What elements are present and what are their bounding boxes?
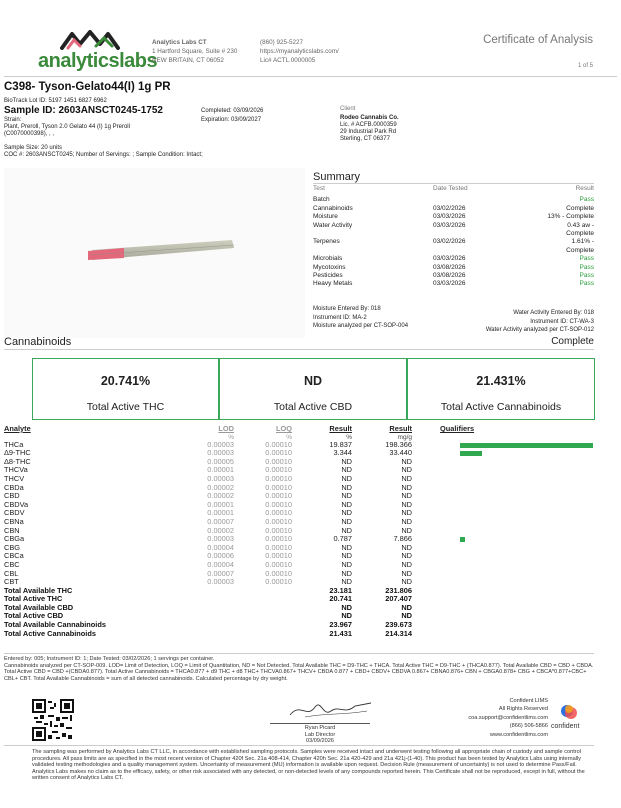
footer-disclaimer: The sampling was performed by Analytics Labs CT LLC, in accordance with established sampling protocols. Samples were received intact and underwent testing following all appropriate chain of custody and sample control procedures. All pass limits are as specified in the most recent version of Chapter 420f Sec. 21a 408-414, Chapter 420h Sec. 21a 420-429 and 21a 421j-(1-40). This product has been tested by Analytics Labs using internally validated testing methodologies and a quality management system. Uncertainty of measurement (MU) information is available upon request. Decision Rule (measurement of uncertainty) is not used to determine Pass/Fail. Analytics Labs makes no claim as to the efficacy, safety, or other risk associated with any detected, or non-detected levels of any compounds reported herein. This Certificate shall not be reproduced, except in full, without the written consent of Analytics Labs CT. xyxy=(32,749,585,782)
analyte-mg: ND xyxy=(401,525,412,535)
analyte-mg: ND xyxy=(401,577,412,587)
analyte-pct: ND xyxy=(341,551,352,561)
lab-phone: (860) 925-5227 xyxy=(260,39,304,46)
expiration-date: Expiration: 03/09/2027 xyxy=(201,117,262,123)
analyte-name: Δ8-THC xyxy=(4,456,31,466)
summary-row xyxy=(313,238,594,255)
notes-line2: Cannabinoids analyzed per CT-SOP-009. LOD= Limit of Detection, LOQ = Limit of Quantitation, ND = Not Detected. Total Available THC = D9-THC + THCA. Total Active THC = D9-THC + (THCA0.877). Total Available CBD = CBD + CBDA. Total Active CBD = CBD +(CBDA0.877). Total Active Cannabinoids = THCA0.877 + d9 THC + d8 THC+ THCVA0.867+ THCV+ CBDA 0.877 + CBD+ CBDV+ CBDVA 0.867+ CBNA0.876+ CBN + CBGA0.878+ CBG + CBCA*0.877+CBC+ CBL+ CBT. Total Available Cannabinoids = sum of all detected cannabinoids. Calculated percentage by dry weight. xyxy=(4,662,594,682)
analyte-mg: ND xyxy=(401,508,412,518)
summary-date: 03/03/2026 xyxy=(433,213,466,221)
sample-size: Sample Size: 20 units xyxy=(4,145,63,151)
analyte-mg: ND xyxy=(401,559,412,569)
summary-row xyxy=(313,272,594,280)
signature-line xyxy=(270,723,370,724)
analyte-mg: 198.366 xyxy=(385,439,412,449)
logo-text: analyticslabs xyxy=(38,50,158,72)
lab-website[interactable]: https://myanalyticslabs.com/ xyxy=(260,48,339,55)
analyte-mg: ND xyxy=(401,568,412,578)
product-title: C398- Tyson-Gelato44(I) 1g PR xyxy=(4,81,171,93)
matrix: Plant, Preroll, Tyson 2.0 Gelato 44 (I) 1g Preroll xyxy=(4,124,130,130)
summary-test: Batch xyxy=(313,196,330,204)
summary-col-test: Test xyxy=(313,185,325,192)
total-pct: 23.181 xyxy=(329,585,352,595)
summary-test: Terpenes xyxy=(313,238,340,246)
wa-instrument: Instrument ID: CT-WA-3 xyxy=(530,318,594,325)
analyte-lod: 0.00007 xyxy=(207,568,234,578)
analyte-name: THCV xyxy=(4,473,25,483)
summary-result: 0.43 aw - Complete xyxy=(566,221,594,238)
analyte-lod: 0.00001 xyxy=(207,508,234,518)
analyte-loq: 0.00010 xyxy=(265,559,292,569)
summary-row xyxy=(313,196,594,204)
notes-line1: Entered by: 005; Instrument ID: 1; Date Tested: 03/02/2026; 1 servings per container. xyxy=(4,656,215,662)
analyte-pct: ND xyxy=(341,499,352,509)
analyte-loq: 0.00010 xyxy=(265,465,292,475)
result-mg-col: Result xyxy=(389,424,412,433)
analyte-loq: 0.00010 xyxy=(265,448,292,458)
signer-name: Ryan Picard xyxy=(304,725,336,731)
analyte-name: CBDV xyxy=(4,508,25,518)
result-pct-unit: % xyxy=(346,433,352,441)
analyte-name: CBDVa xyxy=(4,499,29,509)
analyte-mg: 7.866 xyxy=(393,534,412,544)
analyte-lod: 0.00003 xyxy=(207,448,234,458)
lab-license: Lic# ACTL.0000005 xyxy=(260,57,316,64)
lod-unit: % xyxy=(228,433,234,441)
analyte-lod: 0.00005 xyxy=(207,456,234,466)
moisture-entered: Moisture Entered By: 018 xyxy=(313,306,381,312)
confident-web[interactable]: www.confidentlims.com xyxy=(489,731,548,738)
analyte-name: CBL xyxy=(4,568,19,578)
summary-result: 13% - Complete xyxy=(547,213,594,221)
summary-row xyxy=(313,205,594,213)
confident-phone: (866) 506-5866 xyxy=(509,723,548,730)
cannabinoids-title: Cannabinoids xyxy=(4,336,72,348)
total-pct: ND xyxy=(341,611,352,621)
summary-result: Pass xyxy=(579,263,594,271)
analyte-lod: 0.00007 xyxy=(207,516,234,526)
confident-email[interactable]: coa.support@confidentlims.com xyxy=(468,714,548,721)
analyte-mg: ND xyxy=(401,516,412,526)
summary-test: Moisture xyxy=(313,213,338,221)
analyte-name: CBDa xyxy=(4,482,24,492)
total-name: Total Active CBD xyxy=(4,611,64,621)
analyte-lod: 0.00003 xyxy=(207,473,234,483)
header-divider xyxy=(4,76,617,77)
signer-date: 03/09/2026 xyxy=(306,738,334,745)
lab-info xyxy=(152,38,237,65)
analyte-lod: 0.00004 xyxy=(207,542,234,552)
analyte-lod: 0.00006 xyxy=(207,551,234,561)
coc-info: COC #: 2603ANSCT0245; Number of Servings: ; Sample Condition: Intact; xyxy=(4,152,203,158)
client-label: Client xyxy=(340,106,356,112)
analyte-loq: 0.00010 xyxy=(265,534,292,544)
summary-result: Pass xyxy=(579,255,594,263)
analyte-loq: 0.00010 xyxy=(265,577,292,587)
summary-date: 03/02/2026 xyxy=(433,238,466,246)
total-name: Total Available THC xyxy=(4,585,73,595)
analyte-lod: 0.00002 xyxy=(207,482,234,492)
summary-row xyxy=(313,264,594,272)
summary-box-cannabinoids xyxy=(407,358,595,420)
analyte-mg: ND xyxy=(401,551,412,561)
client-license: Lic. # ACFB.0000359 xyxy=(340,122,397,128)
completed-date: Completed: 03/09/2026 xyxy=(201,108,264,114)
analyte-lod: 0.00003 xyxy=(207,439,234,449)
analyte-mg: ND xyxy=(401,473,412,483)
analyte-name: CBC xyxy=(4,559,20,569)
analyte-pct: ND xyxy=(341,568,352,578)
qualifier-bar xyxy=(460,443,593,448)
total-active-thc-label: Total Active THC xyxy=(86,401,165,413)
signer-title: Lab Director xyxy=(304,731,336,738)
summary-rows xyxy=(313,196,594,288)
logo-mountain-icon xyxy=(60,30,130,50)
wa-entered: Water Activity Entered By: 018 xyxy=(513,310,594,316)
total-pct: 21.431 xyxy=(329,628,352,638)
total-pct: 20.741 xyxy=(329,594,352,604)
analyte-lod: 0.00003 xyxy=(207,534,234,544)
analyte-mg: ND xyxy=(401,456,412,466)
doc-title: Certificate of Analysis xyxy=(483,34,593,46)
analyte-name: CBT xyxy=(4,577,19,587)
analyte-loq: 0.00010 xyxy=(265,499,292,509)
summary-result: Pass xyxy=(579,272,594,280)
analyte-pct: ND xyxy=(341,456,352,466)
notes-divider xyxy=(4,653,594,654)
biotrack-id: BioTrack Lot ID: 5197 1451 6827 6962 xyxy=(4,98,107,104)
analyte-loq: 0.00010 xyxy=(265,508,292,518)
analyte-lod: 0.00002 xyxy=(207,525,234,535)
qualifier-bar xyxy=(460,537,465,542)
analyte-pct: ND xyxy=(341,465,352,475)
total-active-thc-value: 20.741% xyxy=(100,374,151,388)
analyte-mg: 33.440 xyxy=(389,448,412,458)
sample-id: Sample ID: 2603ANSCT0245-1752 xyxy=(4,105,163,116)
analyte-lod: 0.00002 xyxy=(207,491,234,501)
summary-title: Summary xyxy=(313,171,361,183)
matrix-code: (C0070000398), , , xyxy=(4,131,55,137)
analyte-mg: ND xyxy=(401,482,412,492)
moisture-instrument: Instrument ID: MA-2 xyxy=(313,314,367,321)
preroll-image xyxy=(4,168,305,338)
analyte-loq: 0.00010 xyxy=(265,542,292,552)
confident-info xyxy=(468,697,548,739)
summary-box-thc xyxy=(32,358,219,420)
analyte-mg: ND xyxy=(401,465,412,475)
total-active-cbd-label: Total Active CBD xyxy=(273,401,353,413)
total-row xyxy=(4,630,474,639)
moisture-sop: Moisture analyzed per CT-SOP-004 xyxy=(313,323,409,329)
analyte-loq: 0.00010 xyxy=(265,525,292,535)
summary-test: Pesticides xyxy=(313,272,343,280)
analyte-name: CBCa xyxy=(4,551,24,561)
lab-address2: NEW BRITAIN, CT 06052 xyxy=(152,57,224,64)
analyte-lod: 0.00004 xyxy=(207,559,234,569)
analyte-pct: ND xyxy=(341,508,352,518)
analyte-header-row xyxy=(4,425,474,434)
analyte-pct: ND xyxy=(341,525,352,535)
analyte-name: CBN xyxy=(4,525,20,535)
analyte-pct: ND xyxy=(341,559,352,569)
qualifiers-col: Qualifiers xyxy=(440,424,475,433)
analyte-loq: 0.00010 xyxy=(265,456,292,466)
total-name: Total Available Cannabinoids xyxy=(4,620,106,630)
strain-label: Strain: xyxy=(4,117,22,123)
wa-sop: Water Activity analyzed per CT-SOP-012 xyxy=(485,327,594,333)
total-active-cannabinoids-value: 21.431% xyxy=(476,374,526,388)
result-mg-unit: mg/g xyxy=(397,433,412,441)
cannabinoid-notes xyxy=(4,656,596,682)
total-name: Total Active Cannabinoids xyxy=(4,628,96,638)
summary-date: 03/03/2026 xyxy=(433,221,466,229)
analyte-loq: 0.00010 xyxy=(265,516,292,526)
summary-box-cbd xyxy=(219,358,407,420)
confident-rights: All Rights Reserved xyxy=(498,706,548,713)
analyte-pct: ND xyxy=(341,491,352,501)
analyte-loq: 0.00010 xyxy=(265,439,292,449)
summary-date: 03/08/2026 xyxy=(433,263,466,271)
total-mg: 239.673 xyxy=(385,620,412,630)
summary-date: 03/03/2026 xyxy=(433,255,466,263)
page-number: 1 of 5 xyxy=(577,63,593,69)
summary-col-result: Result xyxy=(575,185,594,192)
analyte-pct: 0.787 xyxy=(333,534,352,544)
analyte-lod: 0.00001 xyxy=(207,465,234,475)
product-image xyxy=(4,168,305,338)
analyte-pct: ND xyxy=(341,542,352,552)
confident-brand: confident xyxy=(551,723,580,730)
total-name: Total Active THC xyxy=(4,594,63,604)
analyte-mg: ND xyxy=(401,491,412,501)
total-mg: 231.806 xyxy=(385,585,412,595)
analyte-name: CBGa xyxy=(4,534,25,544)
result-pct-col: Result xyxy=(329,424,352,433)
qr-code-icon xyxy=(32,699,74,741)
cannabinoids-status: Complete xyxy=(551,336,594,347)
signature-icon xyxy=(285,697,375,723)
analyte-loq: 0.00010 xyxy=(265,491,292,501)
summary-table xyxy=(313,185,594,289)
analyte-loq: 0.00010 xyxy=(265,568,292,578)
signature-block xyxy=(270,725,370,745)
summary-row xyxy=(313,222,594,239)
summary-row xyxy=(313,255,594,263)
analyte-name: CBD xyxy=(4,491,20,501)
summary-date: 03/02/2026 xyxy=(433,204,466,212)
summary-test: Heavy Metals xyxy=(313,280,353,288)
analyte-lod: 0.00001 xyxy=(207,499,234,509)
total-active-cbd-value: ND xyxy=(303,374,323,388)
total-name: Total Available CBD xyxy=(4,602,74,612)
water-activity-info xyxy=(486,309,594,335)
total-pct: 23.967 xyxy=(329,620,352,630)
lab-name: Analytics Labs CT xyxy=(152,39,207,46)
summary-test: Water Activity xyxy=(313,221,353,229)
summary-test: Microbials xyxy=(313,255,343,263)
analyte-pct: 19.837 xyxy=(329,439,352,449)
summary-result: Complete xyxy=(566,204,594,212)
total-mg: 207.407 xyxy=(385,594,412,604)
confident-logo-icon xyxy=(560,703,578,721)
qualifier-bar xyxy=(460,451,482,456)
analyte-name: Δ9-THC xyxy=(4,448,31,458)
client-name: Rodeo Cannabis Co. xyxy=(340,115,399,121)
lab-address1: 1 Hartford Square, Suite # 230 xyxy=(152,48,238,55)
summary-result: Pass xyxy=(579,280,594,288)
client-address1: 29 Industrial Park Rd xyxy=(340,129,397,135)
summary-row xyxy=(313,280,594,288)
total-mg: ND xyxy=(401,602,412,612)
summary-result: 1.61% - Complete xyxy=(566,238,594,254)
summary-test: Mycotoxins xyxy=(313,263,346,271)
analyte-mg: ND xyxy=(401,499,412,509)
analyte-loq: 0.00010 xyxy=(265,473,292,483)
analyte-lod: 0.00003 xyxy=(207,577,234,587)
analyte-loq: 0.00010 xyxy=(265,482,292,492)
lod-col: LOD xyxy=(218,424,234,433)
analyte-pct: ND xyxy=(341,482,352,492)
analyte-pct: 3.344 xyxy=(333,448,352,458)
summary-date xyxy=(433,196,543,204)
loq-col: LOQ xyxy=(275,424,292,433)
analyte-name: CBNa xyxy=(4,516,24,526)
analyte-name: CBG xyxy=(4,542,21,552)
analyte-table xyxy=(4,425,474,638)
total-mg: ND xyxy=(401,611,412,621)
analyte-pct: ND xyxy=(341,516,352,526)
total-pct: ND xyxy=(341,602,352,612)
summary-header xyxy=(313,185,594,193)
analyte-mg: ND xyxy=(401,542,412,552)
loq-unit: % xyxy=(286,433,292,441)
analyte-pct: ND xyxy=(341,577,352,587)
client-address2: Sterling, CT 06377 xyxy=(340,136,390,142)
total-active-cannabinoids-label: Total Active Cannabinoids xyxy=(440,401,562,413)
moisture-info xyxy=(313,305,408,331)
analyte-name: THCVa xyxy=(4,465,28,475)
analyte-pct: ND xyxy=(341,473,352,483)
cannabinoids-divider xyxy=(4,349,594,350)
analyte-col: Analyte xyxy=(4,424,31,433)
analyte-name: THCa xyxy=(4,439,24,449)
analyte-loq: 0.00010 xyxy=(265,551,292,561)
summary-date: 03/03/2026 xyxy=(433,280,466,288)
summary-row xyxy=(313,213,594,221)
summary-test: Cannabinoids xyxy=(313,204,353,212)
summary-divider xyxy=(313,183,594,184)
summary-result: Pass xyxy=(579,196,594,204)
summary-date: 03/08/2026 xyxy=(433,272,466,280)
confident-name: Confident LIMS xyxy=(509,698,548,704)
logo xyxy=(38,30,158,74)
footer-divider xyxy=(4,745,594,746)
lab-contact xyxy=(260,38,339,65)
total-mg: 214.314 xyxy=(385,628,412,638)
summary-col-date: Date Tested xyxy=(433,185,468,192)
